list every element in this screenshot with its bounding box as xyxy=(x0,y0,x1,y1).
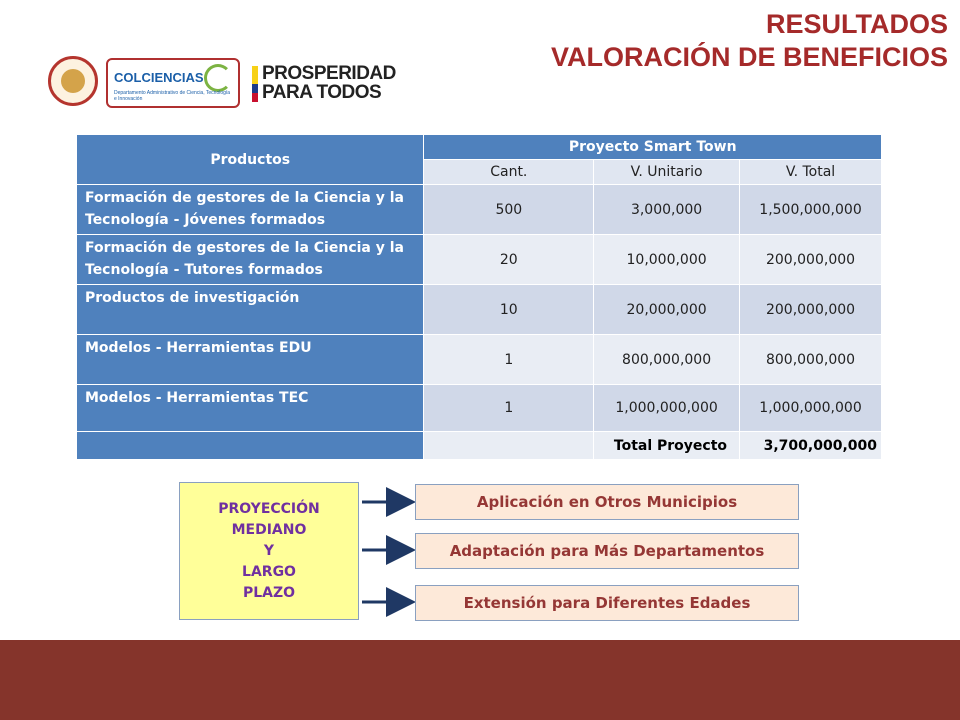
subheader-total: V. Total xyxy=(740,160,882,185)
row-qty: 1 xyxy=(424,335,594,385)
row-total: 200,000,000 xyxy=(740,285,882,335)
row-product: Formación de gestores de la Ciencia y la Tecnología - Tutores formados xyxy=(77,235,424,285)
colciencias-subtitle: Departamento Administrativo de Ciencia, Tecnología e Innovación xyxy=(114,90,231,102)
row-unit: 10,000,000 xyxy=(594,235,740,285)
row-product: Modelos - Herramientas EDU xyxy=(77,335,424,385)
subheader-unit: V. Unitario xyxy=(594,160,740,185)
footer-bar xyxy=(0,640,960,720)
header-project: Proyecto Smart Town xyxy=(424,135,882,160)
row-unit: 3,000,000 xyxy=(594,185,740,235)
row-unit: 1,000,000,000 xyxy=(594,385,740,432)
row-total: 1,500,000,000 xyxy=(740,185,882,235)
total-label: Total Proyecto xyxy=(594,432,740,460)
row-unit: 20,000,000 xyxy=(594,285,740,335)
row-unit: 800,000,000 xyxy=(594,335,740,385)
prosperidad-line-2: PARA TODOS xyxy=(262,82,382,103)
title-line-1: RESULTADOS xyxy=(766,9,948,39)
row-qty: 20 xyxy=(424,235,594,285)
total-value: 3,700,000,000 xyxy=(740,432,882,460)
row-product: Formación de gestores de la Ciencia y la Tecnología - Jóvenes formados xyxy=(77,185,424,235)
projection-line: LARGO xyxy=(242,563,296,580)
title-line-2: VALORACIÓN DE BENEFICIOS xyxy=(550,42,948,72)
row-total: 200,000,000 xyxy=(740,235,882,285)
colciencias-name: COLCIENCIAS xyxy=(114,70,204,85)
row-total: 1,000,000,000 xyxy=(740,385,882,432)
projection-line: MEDIANO xyxy=(231,521,307,538)
outcome-box-municipios: Aplicación en Otros Municipios xyxy=(415,484,799,520)
row-product: Modelos - Herramientas TEC xyxy=(77,385,424,432)
outcome-box-departamentos: Adaptación para Más Departamentos xyxy=(415,533,799,569)
row-qty: 500 xyxy=(424,185,594,235)
row-qty: 1 xyxy=(424,385,594,432)
header-products: Productos xyxy=(77,135,424,185)
row-product: Productos de investigación xyxy=(77,285,424,335)
projection-line: Y xyxy=(263,542,275,559)
prosperidad-line-1: PROSPERIDAD xyxy=(262,63,396,84)
subheader-qty: Cant. xyxy=(424,160,594,185)
row-total: 800,000,000 xyxy=(740,335,882,385)
projection-line: PLAZO xyxy=(242,584,296,601)
outcome-box-edades: Extensión para Diferentes Edades xyxy=(415,585,799,621)
projection-line: PROYECCIÓN xyxy=(218,500,320,517)
row-qty: 10 xyxy=(424,285,594,335)
